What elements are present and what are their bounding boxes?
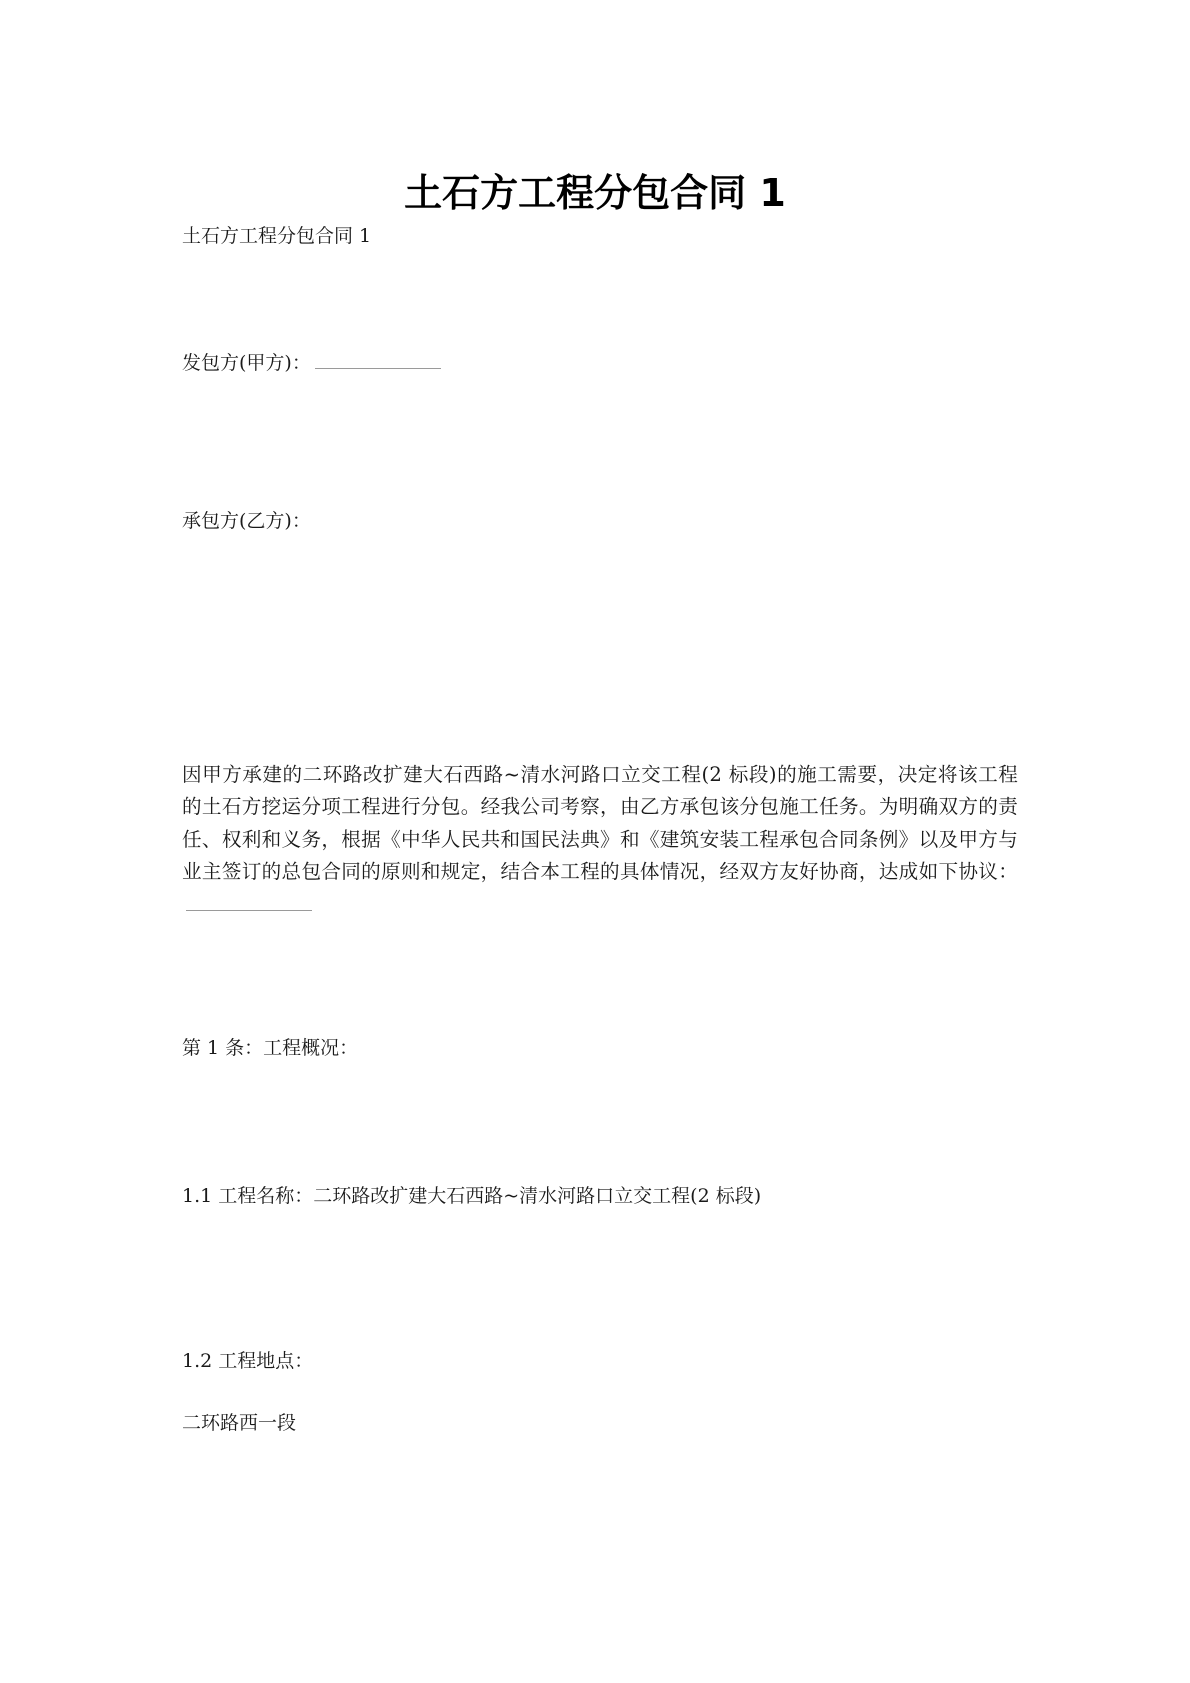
preamble-blank-field[interactable] <box>186 894 312 911</box>
party-b-line <box>182 509 311 533</box>
party-a-blank-field[interactable] <box>315 352 441 369</box>
preamble-paragraph <box>182 759 1018 921</box>
preamble-text: 因甲方承建的二环路改扩建大石西路~清水河路口立交工程(2 标段)的施工需要，决定将该工程的土石方挖运分项工程进行分包。经我公司考察，由乙方承包该分包施工任务。为明确双方的责任、权利和义务，根据《中华人民共和国民法典》和《建筑安装工程承包合同条例》以及甲方与业主签订的总包合同的原则和规定，结合本工程的具体情况，经双方友好协商，达成如下协议： <box>182 763 1018 884</box>
article-1-heading: 第 1 条：工程概况： <box>182 1037 359 1059</box>
party-a-line <box>182 351 441 375</box>
item-1-1-project-name: 1.1 工程名称：二环路改扩建大石西路~清水河路口立交工程(2 标段) <box>182 1185 762 1207</box>
item-1-2-location-label: 1.2 工程地点： <box>182 1350 314 1372</box>
party-a-label: 发包方(甲方)： <box>182 352 311 374</box>
party-b-label: 承包方(乙方)： <box>182 510 311 532</box>
item-1-2-location-value: 二环路西一段 <box>182 1412 297 1434</box>
document-title: 土石方工程分包合同 1 <box>404 171 786 215</box>
document-subtitle: 土石方工程分包合同 1 <box>182 225 372 247</box>
